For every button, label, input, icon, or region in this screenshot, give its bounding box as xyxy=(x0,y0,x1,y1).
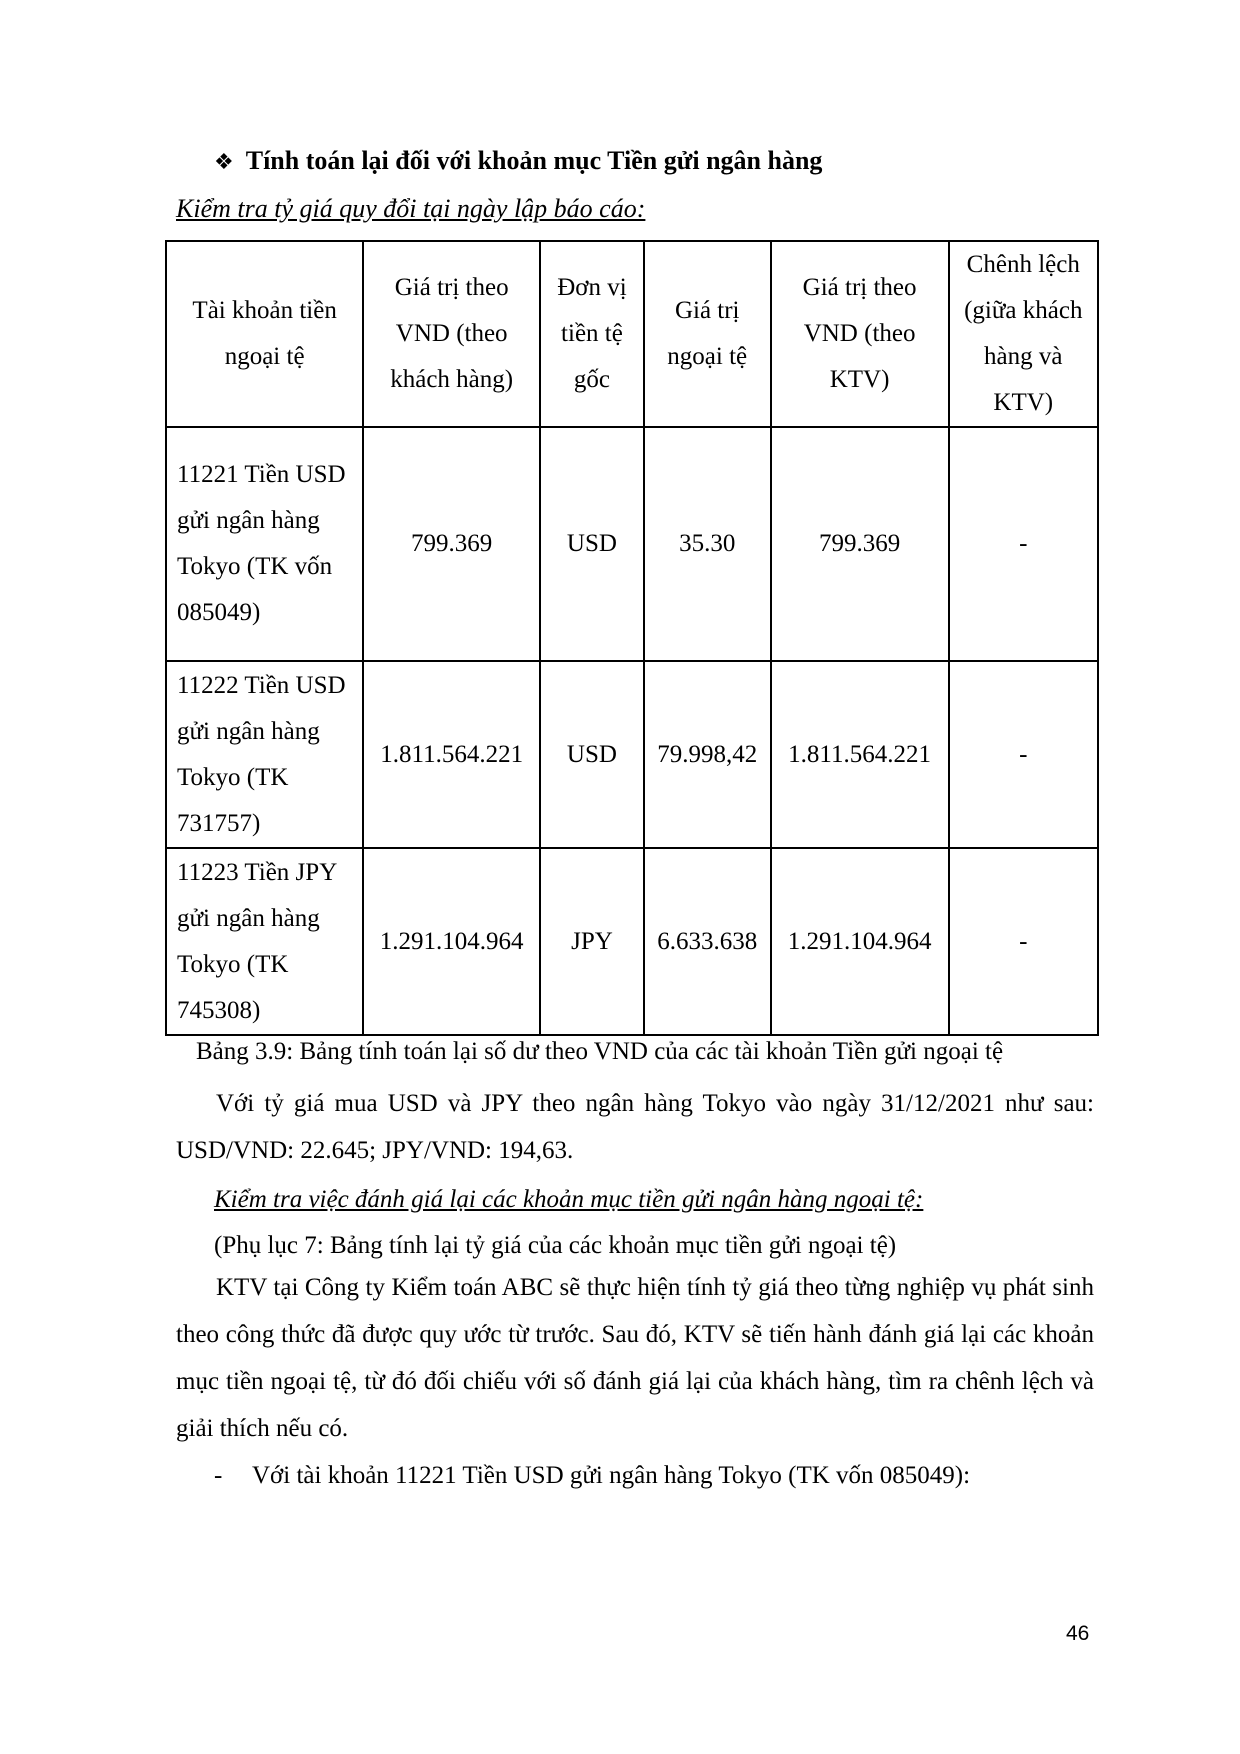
cell-vnd-ktv: 1.291.104.964 xyxy=(771,848,949,1035)
section-heading-text: Tính toán lại đối với khoản mục Tiền gửi ngân hàng xyxy=(245,146,823,175)
diamond-bullet-icon: ❖ xyxy=(214,150,234,175)
header-difference: Chênh lệch (giữa khách hàng và KTV) xyxy=(949,241,1098,427)
cell-currency: JPY xyxy=(540,848,644,1035)
cell-account: 11221 Tiền USD gửi ngân hàng Tokyo (TK vốn 085049) xyxy=(166,427,363,661)
paragraph-ktv-procedure: KTV tại Công ty Kiểm toán ABC sẽ thực hiện tính tỷ giá theo từng nghiệp vụ phát sinh theo công thức đã được quy ước từ trước. Sau đó, KTV sẽ tiến hành đánh giá lại các khoản mục tiền ngoại tệ, từ đó đối chiếu với số đánh giá lại của khách hàng, tìm ra chênh lệch và giải thích nếu có. xyxy=(176,1274,1094,1442)
paragraph-appendix-ref: (Phụ lục 7: Bảng tính lại tỷ giá của các khoản mục tiền gửi ngoại tệ) xyxy=(214,1232,897,1259)
table-row xyxy=(166,427,1098,661)
section-heading xyxy=(214,146,822,176)
list-item-text: Với tài khoản 11221 Tiền USD gửi ngân hàng Tokyo (TK vốn 085049): xyxy=(252,1462,971,1489)
cell-account: 11223 Tiền JPY gửi ngân hàng Tokyo (TK 745308) xyxy=(166,848,363,1035)
table-header-row xyxy=(166,241,1098,427)
cell-currency: USD xyxy=(540,661,644,848)
cell-fx-value: 79.998,42 xyxy=(644,661,771,848)
header-account: Tài khoản tiền ngoại tệ xyxy=(166,241,363,427)
cell-vnd-client: 1.811.564.221 xyxy=(363,661,540,848)
cell-currency: USD xyxy=(540,427,644,661)
header-fx-value: Giá trị ngoại tệ xyxy=(644,241,771,427)
cell-fx-value: 6.633.638 xyxy=(644,848,771,1035)
list-dash: - xyxy=(214,1462,223,1489)
paragraph-revaluation-heading: Kiểm tra việc đánh giá lại các khoản mục tiền gửi ngân hàng ngoại tệ: xyxy=(214,1186,924,1213)
cell-fx-value: 35.30 xyxy=(644,427,771,661)
cell-vnd-ktv: 799.369 xyxy=(771,427,949,661)
subheading: Kiểm tra tỷ giá quy đổi tại ngày lập báo cáo: xyxy=(176,194,646,223)
header-currency: Đơn vị tiền tệ gốc xyxy=(540,241,644,427)
list-item xyxy=(214,1452,970,1499)
cell-vnd-client: 1.291.104.964 xyxy=(363,848,540,1035)
cell-vnd-ktv: 1.811.564.221 xyxy=(771,661,949,848)
paragraph-exchange-rates: Với tỷ giá mua USD và JPY theo ngân hàng Tokyo vào ngày 31/12/2021 như sau: USD/VND: 22.645; JPY/VND: 194,63. xyxy=(176,1090,1094,1164)
cell-vnd-client: 799.369 xyxy=(363,427,540,661)
exchange-rate-table xyxy=(165,240,1099,1036)
cell-difference: - xyxy=(949,661,1098,848)
cell-account: 11222 Tiền USD gửi ngân hàng Tokyo (TK 731757) xyxy=(166,661,363,848)
header-vnd-client: Giá trị theo VND (theo khách hàng) xyxy=(363,241,540,427)
cell-difference: - xyxy=(949,848,1098,1035)
table-row xyxy=(166,848,1098,1035)
cell-difference: - xyxy=(949,427,1098,661)
table-row xyxy=(166,661,1098,848)
header-vnd-ktv: Giá trị theo VND (theo KTV) xyxy=(771,241,949,427)
table-caption: Bảng 3.9: Bảng tính toán lại số dư theo VND của các tài khoản Tiền gửi ngoại tệ xyxy=(196,1038,1004,1065)
page-number: 46 xyxy=(1066,1622,1090,1645)
